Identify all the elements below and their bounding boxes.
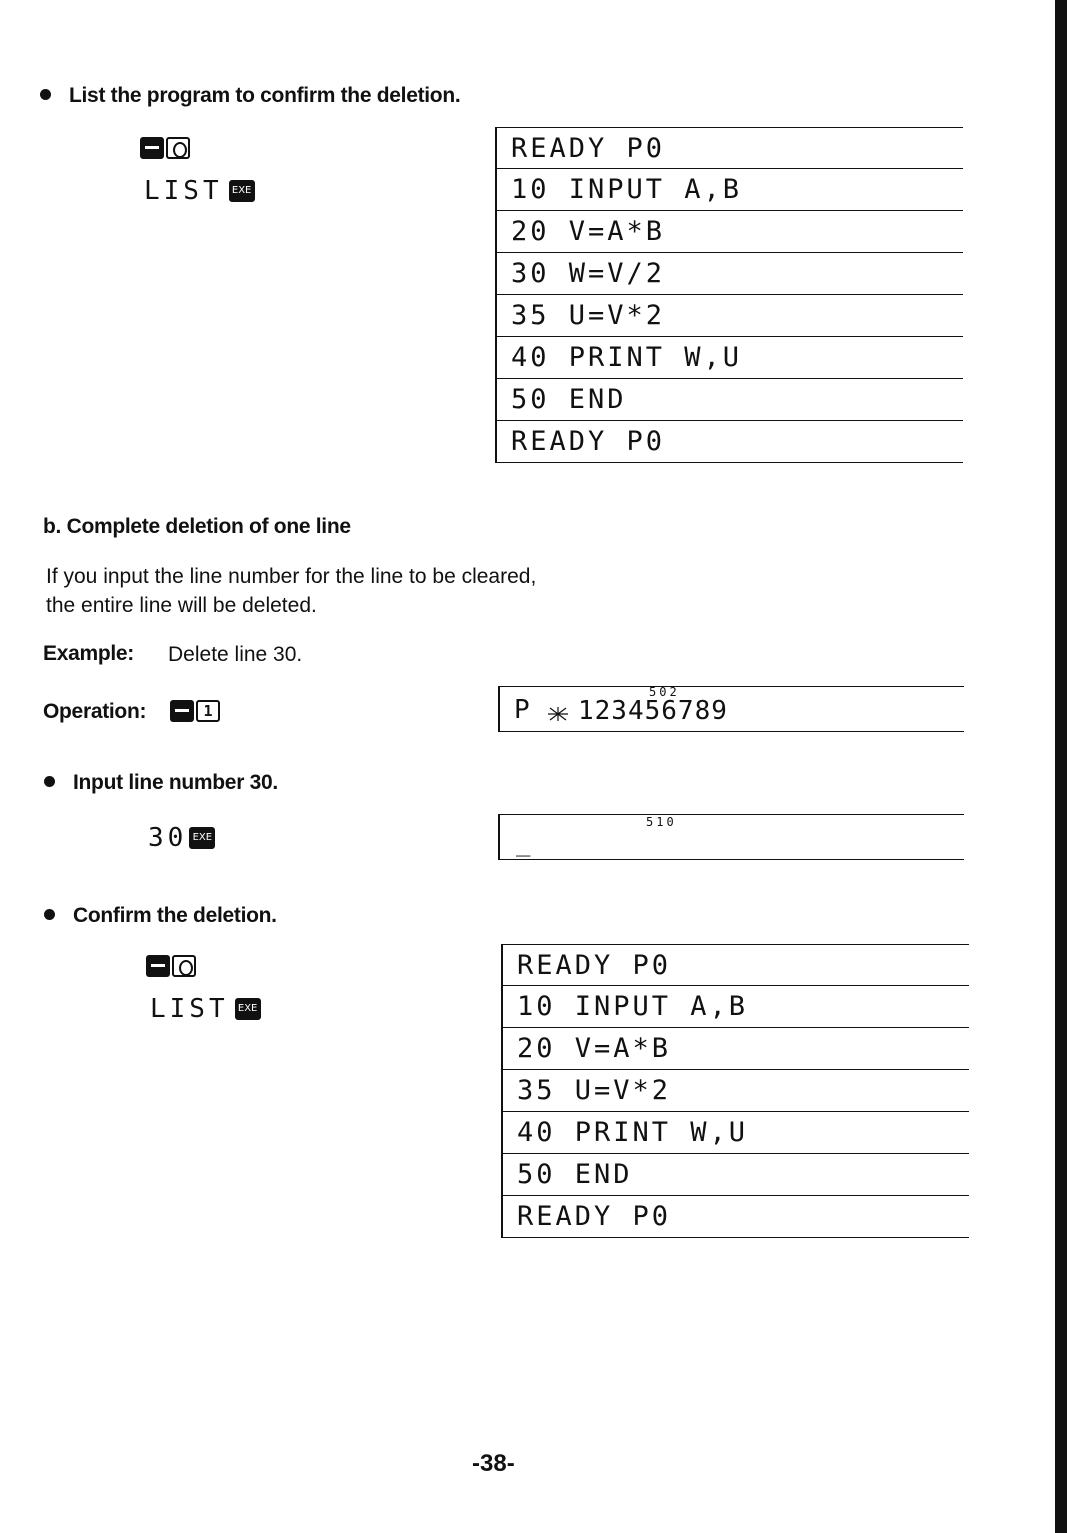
lcd-line: READY P0 (497, 127, 963, 169)
lcd-line: 40 PRINT W,U (497, 337, 963, 379)
section-heading: b. Complete deletion of one line (43, 515, 351, 538)
lcd-line: 30 W=V/2 (497, 253, 963, 295)
lcd-line: 20 V=A*B (497, 211, 963, 253)
lcd-line: 35 U=V*2 (497, 295, 963, 337)
zero-key-icon (166, 137, 190, 159)
exe-key-icon: EXE (235, 998, 261, 1020)
lcd-line: 10 INPUT A,B (497, 169, 963, 211)
key-sequence-30 (148, 823, 215, 853)
mode-key-icon (170, 700, 194, 722)
bullet-input-line (44, 771, 278, 795)
lcd-line: 10 INPUT A,B (503, 986, 969, 1028)
lcd-digits: 123456789 (578, 696, 728, 726)
mode-key-icon (140, 137, 164, 159)
lcd-cursor: _ (516, 829, 531, 857)
bullet-icon (44, 909, 55, 920)
lcd-display-4 (501, 944, 969, 1238)
lcd-line: READY P0 (497, 421, 963, 463)
bullet-text: List the program to confirm the deletion. (69, 84, 461, 107)
lcd-display-3 (498, 814, 964, 860)
operation-label: Operation: (43, 700, 147, 723)
lcd-line: 50 END (497, 379, 963, 421)
lcd-display-1 (495, 127, 963, 463)
lcd-line: 20 V=A*B (503, 1028, 969, 1070)
paragraph (46, 562, 536, 620)
exe-key-icon: EXE (189, 827, 215, 849)
bullet-icon (40, 89, 51, 100)
key-sequence-mode-1 (170, 700, 220, 722)
page-number: -38- (472, 1450, 515, 1477)
list-command: LIST (144, 176, 223, 206)
list-command: LIST (150, 994, 229, 1024)
key-sequence-mode-0 (146, 955, 196, 977)
exe-key-icon: EXE (229, 180, 255, 202)
paragraph-line: the entire line will be deleted. (46, 594, 317, 617)
sparkle-icon (544, 705, 572, 723)
bullet-confirm (44, 904, 277, 928)
lcd-line: 35 U=V*2 (503, 1070, 969, 1112)
lcd-line: 50 END (503, 1154, 969, 1196)
bullet-text: Input line number 30. (73, 771, 278, 794)
lcd-line: 40 PRINT W,U (503, 1112, 969, 1154)
paragraph-line: If you input the line number for the line to be cleared, (46, 565, 537, 588)
one-key-icon: 1 (196, 700, 220, 722)
key-sequence-list (150, 994, 261, 1024)
lcd-line: READY P0 (503, 1196, 969, 1238)
lcd-p-indicator: P (514, 695, 530, 725)
lcd-display-2 (498, 686, 964, 732)
example-text: Delete line 30. (168, 643, 303, 666)
lcd-small-number: 502 (649, 685, 680, 699)
bullet-list-program (40, 84, 460, 108)
page-edge-bar (1055, 0, 1067, 1533)
bullet-icon (44, 776, 55, 787)
number-keys: 30 (148, 823, 188, 853)
mode-key-icon (146, 955, 170, 977)
key-sequence-mode-0 (140, 137, 190, 159)
bullet-text: Confirm the deletion. (73, 904, 277, 927)
lcd-small-number: 510 (646, 815, 677, 829)
zero-key-icon (172, 955, 196, 977)
example-label: Example: (43, 642, 134, 665)
lcd-line: READY P0 (503, 944, 969, 986)
key-sequence-list (144, 176, 255, 206)
